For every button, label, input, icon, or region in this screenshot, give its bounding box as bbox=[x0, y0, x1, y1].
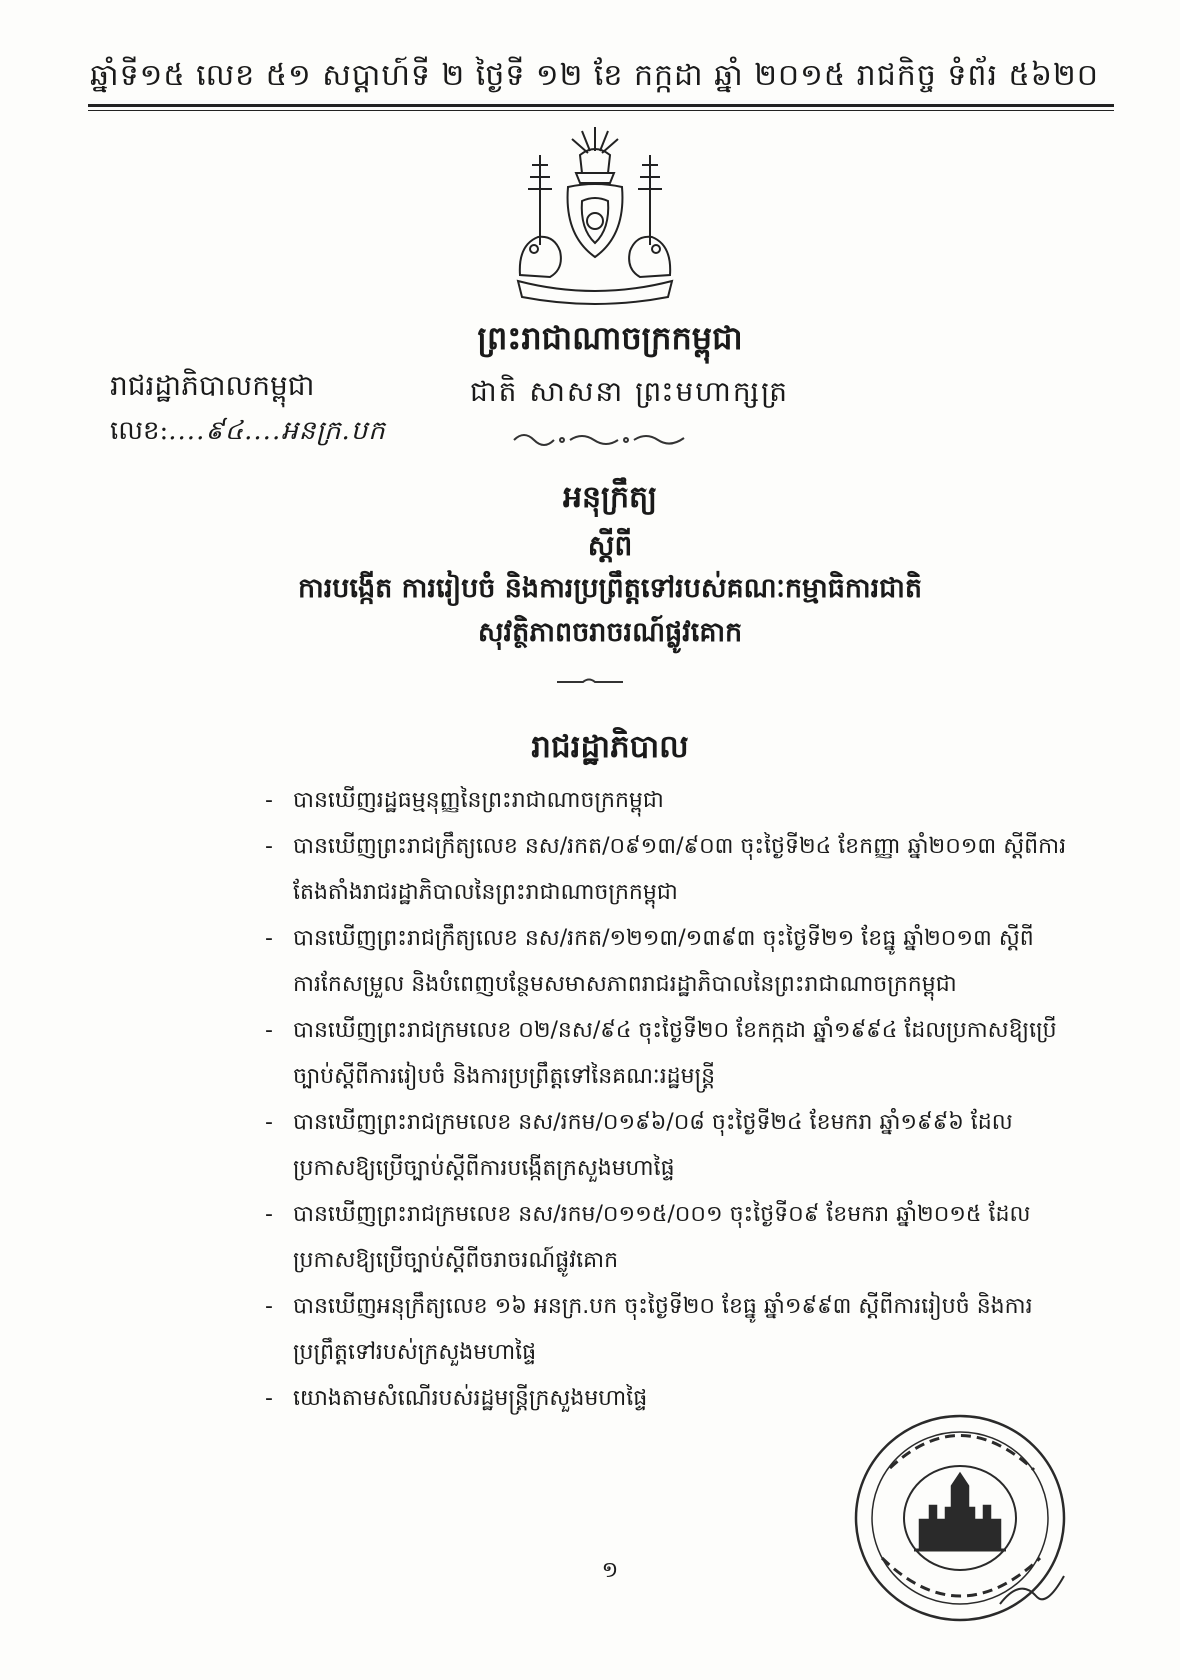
list-dash: - bbox=[265, 788, 273, 813]
list-dash: - bbox=[265, 1110, 273, 1135]
about-label: ស្តីពី bbox=[587, 529, 633, 562]
header-rule-thin bbox=[88, 110, 1114, 111]
list-dash: - bbox=[265, 834, 273, 859]
list-item: - បានឃើញព្រះរាជក្រមលេខ នស/រកម/០១៩៦/០៨ ចុះថ្ងៃទី២៤ ខែមករា ឆ្នាំ១៩៩៦ ដែលប្រកាសឱ្យប្រើច្បាប់ស្តីពីការបង្កើតក្រសួងមហាផ្ទៃ bbox=[265, 1100, 1085, 1192]
government-name: រាជរដ្ឋាភិបាលកម្ពុជា bbox=[110, 369, 315, 402]
list-item: - បានឃើញព្រះរាជក្រឹត្យលេខ នស/រកត/០៩១៣/៩០៣ ចុះថ្ងៃទី២៤ ខែកញ្ញា ឆ្នាំ២០១៣ ស្តីពីការតែងតាំងរាជរដ្ឋាភិបាលនៃព្រះរាជាណាចក្រកម្ពុជា bbox=[265, 824, 1085, 916]
list-item: - បានឃើញរដ្ឋធម្មនុញ្ញនៃព្រះរាជាណាចក្រកម្ពុជា bbox=[265, 778, 1085, 824]
reference-label: លេខ: bbox=[110, 416, 169, 446]
list-item: - យោងតាមសំណើរបស់រដ្ឋមន្ត្រីក្រសួងមហាផ្ទៃ bbox=[265, 1376, 1085, 1422]
official-seal-icon bbox=[850, 1408, 1080, 1628]
page-number: ១ bbox=[601, 1558, 619, 1583]
list-item: - បានឃើញព្រះរាជក្រឹត្យលេខ នស/រកត/១២១៣/១៣៩៣ ចុះថ្ងៃទី២១ ខែធ្នូ ឆ្នាំ២០១៣ ស្តីពីការកែសម្រួល និងបំពេញបន្ថែមសមាសភាពរាជរដ្ឋាភិបាលនៃព្រះរាជាណាចក្រកម្ពុជា bbox=[265, 916, 1085, 1008]
subject-line-1: ការបង្កើត ការរៀបចំ និងការប្រព្រឹត្តទៅរបស់គណៈកម្មាធិការជាតិ bbox=[298, 573, 922, 604]
subject-line-2: សុវត្ថិភាពចរាចរណ៍ផ្លូវគោក bbox=[477, 617, 743, 648]
list-dash: - bbox=[265, 1386, 273, 1411]
national-motto: ជាតិ សាសនា ព្រះមហាក្សត្រ bbox=[470, 375, 790, 408]
document-type: អនុក្រឹត្យ bbox=[562, 480, 658, 515]
list-item: - បានឃើញព្រះរាជក្រមលេខ នស/រកម/០១១៥/០០១ ចុះថ្ងៃទី០៩ ខែមករា ឆ្នាំ២០១៥ ដែលប្រកាសឱ្យប្រើច្បាប់ស្តីពីចរាចរណ៍ផ្លូវគោក bbox=[265, 1192, 1085, 1284]
list-dash: - bbox=[265, 1018, 273, 1043]
gazette-header: ឆ្នាំទី១៥ លេខ ៥១ សប្តាហ៍ទី ២ ថ្ងៃទី ១២ ខែ កក្កដា ឆ្នាំ ២០១៥ រាជកិច្ច ទំព័រ ៥៦២០ bbox=[90, 58, 1099, 93]
list-item: - បានឃើញព្រះរាជក្រមលេខ ០២/នស/៩៤ ចុះថ្ងៃទី២០ ខែកក្កដា ឆ្នាំ១៩៩៤ ដែលប្រកាសឱ្យប្រើច្បាប់ស្តីពីការរៀបចំ និងការប្រព្រឹត្តទៅនៃគណៈរដ្ឋមន្ត្រី bbox=[265, 1008, 1085, 1100]
header-rule-thick bbox=[88, 104, 1114, 107]
royal-coat-of-arms-icon bbox=[510, 125, 680, 305]
kingdom-title: ព្រះរាជាណាចក្រកម្ពុជា bbox=[477, 319, 743, 357]
ornament-divider-icon bbox=[510, 428, 690, 450]
section-heading: រាជរដ្ឋាភិបាល bbox=[531, 729, 689, 765]
list-dash: - bbox=[265, 926, 273, 951]
small-divider-icon bbox=[555, 676, 625, 686]
list-dash: - bbox=[265, 1202, 273, 1227]
reference-number bbox=[110, 414, 386, 452]
considerations-list bbox=[265, 778, 1085, 1422]
list-dash: - bbox=[265, 1294, 273, 1319]
reference-value: ....៩៤....អនក្រ.បក bbox=[168, 416, 386, 446]
list-item: - បានឃើញអនុក្រឹត្យលេខ ១៦ អនក្រ.បក ចុះថ្ងៃទី២០ ខែធ្នូ ឆ្នាំ១៩៩៣ ស្តីពីការរៀបចំ និងការប្រព្រឹត្តទៅរបស់ក្រសួងមហាផ្ទៃ bbox=[265, 1284, 1085, 1376]
